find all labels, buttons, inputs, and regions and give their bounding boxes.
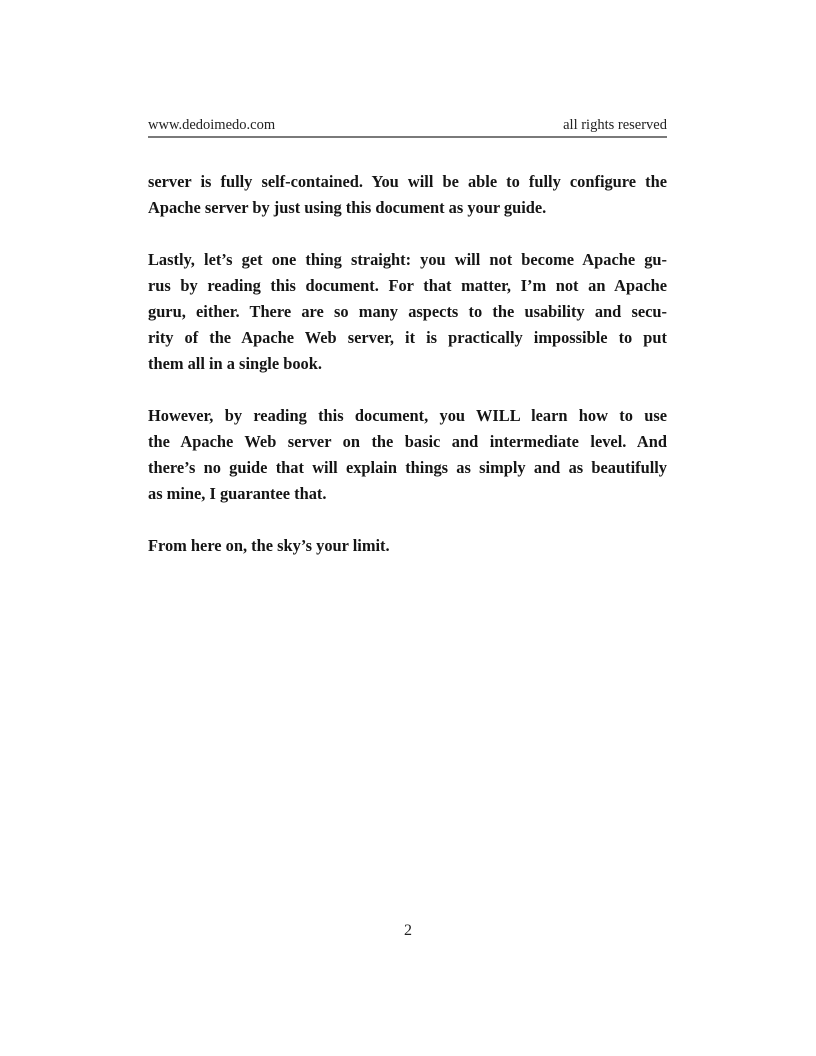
text-line: server is fully self-contained. You will be able to fully configure the bbox=[148, 172, 667, 191]
header-divider bbox=[148, 136, 667, 138]
text-line: Apache server by just using this document as your guide. bbox=[148, 198, 547, 217]
text-line: rity of the Apache Web server, it is practically impossible to put bbox=[148, 328, 667, 347]
header-site-url: www.dedoimedo.com bbox=[148, 117, 276, 133]
header-rights-notice: all rights reserved bbox=[563, 117, 667, 133]
text-line: there’s no guide that will explain things as simply and as beautifully bbox=[148, 458, 667, 477]
paragraph-not-gurus bbox=[148, 247, 667, 377]
running-header bbox=[148, 117, 667, 135]
text-line: From here on, the sky’s your limit. bbox=[148, 536, 390, 555]
text-line: rus by reading this document. For that matter, I’m not an Apache bbox=[148, 276, 667, 295]
text-line: the Apache Web server on the basic and intermediate level. And bbox=[148, 432, 667, 451]
paragraph-will-learn bbox=[148, 403, 667, 507]
text-line: Lastly, let’s get one thing straight: you will not become Apache gu- bbox=[148, 250, 667, 269]
paragraph-sky-limit bbox=[148, 533, 667, 559]
paragraph-self-contained bbox=[148, 169, 667, 221]
page-body bbox=[148, 169, 667, 585]
text-line: However, by reading this document, you WILL learn how to use bbox=[148, 406, 667, 425]
text-line: them all in a single book. bbox=[148, 354, 322, 373]
text-line: guru, either. There are so many aspects to the usability and secu- bbox=[148, 302, 667, 321]
text-line: as mine, I guarantee that. bbox=[148, 484, 327, 503]
page-number: 2 bbox=[404, 922, 412, 939]
